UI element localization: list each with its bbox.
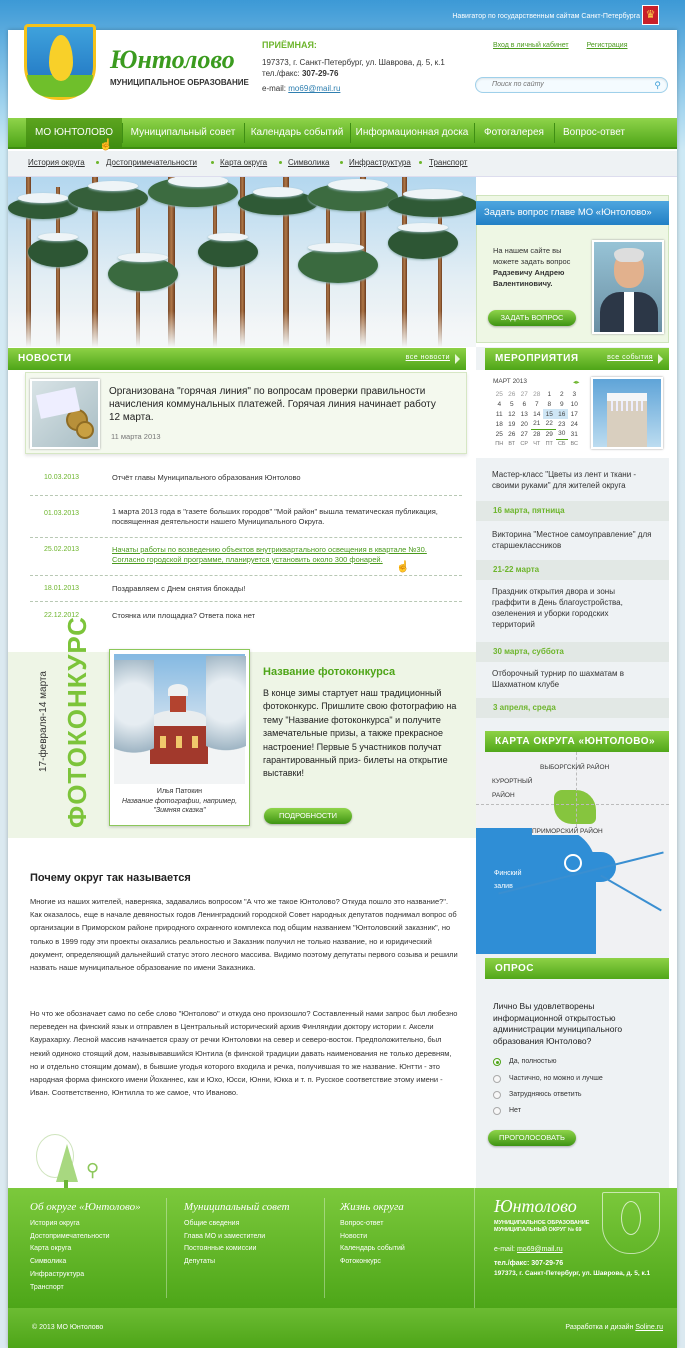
calendar-day[interactable]: 11 <box>495 410 503 418</box>
footer-link[interactable]: Символика <box>30 1258 67 1266</box>
calendar-day[interactable]: 8 <box>547 400 552 408</box>
poll-header <box>485 958 669 980</box>
news-item[interactable]: 18.01.2013 Поздравляем с Днем снятия блокады! <box>30 576 462 602</box>
footer-col-council <box>184 1200 290 1269</box>
calendar-day[interactable]: 31 <box>570 430 578 438</box>
arrow-right-icon <box>455 354 460 364</box>
calendar-day[interactable]: 6 <box>522 400 527 408</box>
spb-navigator-link[interactable]: Навигатор по государственным сайтам Санкт-Петербурга <box>452 13 640 20</box>
poll-option-label[interactable]: Да, полностью <box>509 1058 557 1065</box>
ask-question-button[interactable]: ЗАДАТЬ ВОПРОС <box>488 310 576 326</box>
calendar-day[interactable]: 18 <box>495 420 503 428</box>
calendar-day[interactable]: 3 <box>572 390 577 398</box>
poll-option-label[interactable]: Нет <box>509 1107 521 1114</box>
contest-details-button[interactable]: ПОДРОБНОСТИ <box>264 808 352 824</box>
calendar-day[interactable]: 16 <box>556 409 569 419</box>
events-title: МЕРОПРИЯТИЯ <box>495 353 579 364</box>
article-title: Почему округ так называется <box>30 872 191 884</box>
nav-item-municipal-council[interactable]: Муниципальный совет <box>130 127 236 138</box>
ask-question-text: На нашем сайте вы можете задать вопрос Радзевичу Андрею Валентиновичу. <box>493 246 571 288</box>
arrow-right-icon <box>658 354 663 364</box>
cursor-hand-icon: ☝ <box>99 139 113 151</box>
subnav-symbols[interactable]: Символика <box>288 158 330 167</box>
calendar-month: МАРТ 2013 <box>493 378 528 385</box>
footer-shield-icon <box>602 1192 660 1254</box>
footer-link[interactable]: Фотоконкурс <box>340 1258 381 1266</box>
search-box <box>475 77 668 93</box>
nav-item-qa[interactable]: Вопрос-ответ <box>562 127 626 138</box>
calendar-weekday: СР <box>520 441 529 447</box>
calendar-day[interactable]: 25 <box>495 430 503 438</box>
contest-church-photo <box>114 654 245 784</box>
calendar-day[interactable]: 20 <box>520 420 528 428</box>
footer-link[interactable]: Новости <box>340 1232 368 1240</box>
footer-link[interactable]: Достопримечательности <box>30 1232 110 1240</box>
footer-logo-title: Юнтолово <box>494 1196 577 1216</box>
calendar-day[interactable]: 30 <box>556 429 569 439</box>
main-nav <box>8 118 677 149</box>
nav-item-info-board[interactable]: Информационная доска <box>355 127 469 138</box>
footer-col-title[interactable]: Об округе «Юнтолово» <box>30 1201 141 1213</box>
map-label: ПРИМОРСКИЙ РАЙОН <box>532 828 603 835</box>
reception-block <box>262 40 445 94</box>
event-date: 21-22 марта <box>476 560 669 580</box>
calendar-day[interactable]: 22 <box>543 419 556 429</box>
reception-label: ПРИЁМНАЯ: <box>262 40 317 50</box>
poll-option-radio[interactable] <box>493 1058 501 1066</box>
copyright-text: © 2013 МО Юнтолово <box>32 1324 104 1331</box>
calendar-day[interactable]: 26 <box>508 430 516 438</box>
footer-address: 197373, г. Санкт-Петербург, ул. Шаврова, д. 5, к.1 <box>494 1270 651 1277</box>
poll-title: ОПРОС <box>495 963 535 974</box>
events-header <box>485 348 669 370</box>
footer-logo-sub1: МУНИЦИПАЛЬНОЕ ОБРАЗОВАНИЕ <box>494 1220 590 1226</box>
footer-link[interactable]: История округа <box>30 1220 80 1227</box>
poll-option-radio[interactable] <box>493 1091 501 1099</box>
contest-vertical-dates: 17-февраля-14 марта <box>38 671 49 772</box>
footer-link[interactable]: Общие сведения <box>184 1220 240 1227</box>
calendar-weekday: ВС <box>570 441 578 447</box>
event-date: 16 марта, пятница <box>476 501 669 521</box>
subnav-map[interactable]: Карта округа <box>220 158 268 167</box>
ask-question-name: Радзевичу Андрею Валентиновичу. <box>493 268 565 288</box>
footer-col-title[interactable]: Муниципальный совет <box>184 1201 290 1213</box>
calendar-day[interactable]: 28 <box>533 430 541 438</box>
all-news-link[interactable]: все новости <box>405 354 450 361</box>
login-link[interactable]: Вход в личный кабинет <box>493 42 569 49</box>
top-news-image <box>30 379 100 449</box>
footer-link[interactable]: Депутаты <box>184 1258 216 1266</box>
footer-col-life <box>340 1200 405 1269</box>
footer-link[interactable]: Календарь событий <box>340 1245 405 1253</box>
calendar-day[interactable]: 26 <box>508 390 516 398</box>
head-portrait <box>592 240 664 334</box>
calendar-weekday: ПТ <box>545 441 553 447</box>
phone-label: тел./факс: <box>262 69 300 78</box>
top-news-date: 11 марта 2013 <box>111 432 161 441</box>
footer-col-title[interactable]: Жизнь округа <box>340 1201 404 1213</box>
nav-item-event-calendar[interactable]: Календарь событий <box>250 127 344 138</box>
calendar-day[interactable]: 28 <box>533 390 541 398</box>
calendar-day[interactable]: 24 <box>570 420 578 428</box>
copyright-bar <box>8 1308 677 1348</box>
article-paragraph-1: Многие из наших жителей, наверняка, задавались вопросом "А что же такое Юнтолово? Откуда пошло это название?". Как оказалось, еще в начале девяностых годов Ленинградский городской Совет народных депутатов поднимал вопрос об организации в Приморском районе природного охранного комплекса под общим названием "Юнтоловский заказник", но только в 1999 году эти проекты оказались реальностью и Заказник получил не только название, но и юридический документ, определяющий дальнейший статус этого лесного массива. Видимо поэтому депутаты первого созыва и решили назвать наше муниципальное образование по имени Заказника. <box>30 897 458 973</box>
calendar-weekday: ВТ <box>508 441 516 447</box>
calendar-day[interactable]: 4 <box>497 400 502 408</box>
news-item[interactable]: 10.03.2013 Отчёт главы Муниципального образования Юнтолово <box>30 462 462 496</box>
calendar-day[interactable]: 25 <box>495 390 503 398</box>
footer-logo-sub2: МУНИЦИПАЛЬНЫЙ ОКРУГ № 69 <box>494 1227 582 1233</box>
footer-link[interactable]: Инфраструктура <box>30 1270 85 1278</box>
footer-email-row: e-mail: mo69@mail.ru <box>494 1246 563 1253</box>
calendar-day[interactable]: 1 <box>547 390 552 398</box>
poll-option-radio[interactable] <box>493 1107 501 1115</box>
events-building-image <box>591 377 663 449</box>
reception-address: 197373, г. Санкт-Петербург, ул. Шаврова, д. 5, к.1 <box>262 58 445 67</box>
map-label: ВЫБОРГСКИЙ РАЙОН <box>540 764 610 771</box>
developer-link[interactable]: Soline.ru <box>635 1324 663 1331</box>
event-item[interactable]: Праздник открытия двора и зоны граффити в День благоустройства, озеленения и уборки городских территорий <box>492 587 623 629</box>
spb-coat-of-arms-icon[interactable]: ♛ <box>642 5 659 25</box>
event-calendar <box>493 378 583 449</box>
map-label: залив <box>494 883 513 890</box>
calendar-day[interactable]: 10 <box>570 400 578 408</box>
contest-caption: Название фотографии, например, "Зимняя сказка" <box>121 798 238 814</box>
news-item[interactable]: 22.12.2012 Стоянка или площадка? Ответа пока нет <box>44 611 256 620</box>
nav-item-mo-yuntolovo[interactable]: МО ЮНТОЛОВО <box>26 118 122 149</box>
sub-nav <box>8 151 677 177</box>
footer <box>8 1188 677 1308</box>
subnav-sights[interactable]: Достопримечательности <box>106 158 197 167</box>
calendar-weekday: ПН <box>495 441 504 447</box>
vote-button[interactable]: ПРОГОЛОСОВАТЬ <box>488 1130 576 1146</box>
map-label: КУРОРТНЫЙ <box>492 778 533 785</box>
footer-email-link[interactable]: mo69@mail.ru <box>516 1246 563 1253</box>
calendar-grid <box>493 389 581 449</box>
calendar-day[interactable]: 5 <box>509 400 514 408</box>
phone-value: 307-29-76 <box>301 69 339 78</box>
calendar-weekday: СБ <box>557 441 566 448</box>
developer-credit: Разработка и дизайн Soline.ru <box>565 1324 663 1331</box>
footer-link[interactable]: Вопрос-ответ <box>340 1220 384 1227</box>
search-icon[interactable]: ⚲ <box>654 80 661 90</box>
calendar-day[interactable]: 29 <box>545 430 553 438</box>
email-link[interactable]: mo69@mail.ru <box>288 84 341 93</box>
calendar-day[interactable]: 13 <box>520 410 528 418</box>
email-label: e-mail: <box>262 84 287 93</box>
logo-subtitle: МУНИЦИПАЛЬНОЕ ОБРАЗОВАНИЕ <box>110 78 249 87</box>
calendar-day[interactable]: 15 <box>543 409 556 419</box>
winter-forest-banner <box>8 177 476 347</box>
news-item[interactable]: 01.03.2013 1 марта 2013 года в "газете больших городов" "Мой район" вышла тематическая публикация, посвященная деятельности нашего Муниципального Округа. <box>30 496 462 538</box>
subnav-transport[interactable]: Транспорт <box>429 158 468 167</box>
event-item[interactable]: Отборочный турнир по шахматам в Шахматном клубе <box>492 669 624 689</box>
footer-link[interactable]: Транспорт <box>30 1283 64 1291</box>
all-events-link[interactable]: все события <box>607 354 653 361</box>
contest-vertical-title: ФОТОКОНКУРС <box>62 616 92 828</box>
news-title: НОВОСТИ <box>18 353 72 364</box>
map-label: РАЙОН <box>492 792 515 799</box>
calendar-day[interactable]: 7 <box>534 400 539 408</box>
calendar-day[interactable]: 9 <box>559 400 564 408</box>
calendar-day[interactable]: 2 <box>559 390 564 398</box>
poll-option-label[interactable]: Частично, но можно и лучше <box>509 1075 603 1082</box>
news-item[interactable]: 25.02.2013 Начаты работы по возведению объектов внутриквартального освещения в квартале №30. Согласно городской программе, планируется установить около 300 фонарей. ☝ <box>30 538 462 576</box>
subnav-history[interactable]: История округа <box>28 158 85 167</box>
nav-item-photo-gallery[interactable]: Фотогалерея <box>484 127 544 138</box>
calendar-day[interactable]: 27 <box>520 430 528 438</box>
event-date: 3 апреля, среда <box>476 698 669 718</box>
cyclist-icon: ⚲ <box>86 1160 100 1180</box>
top-news-text[interactable]: Организована "горячая линия" по вопросам проверки правильности начисления коммунальных платежей. Горячая линия начинает работу 12 марта. <box>109 386 436 423</box>
event-item[interactable]: Викторина "Местное самоуправление" для старшеклассников <box>492 530 652 550</box>
calendar-day[interactable]: 27 <box>520 390 528 398</box>
poll-question: Лично Вы удовлетворены информационной открытостью администрации муниципального образования Юнтолово? <box>493 1001 623 1046</box>
contest-title[interactable]: Название фотоконкурса <box>263 666 396 678</box>
contest-text: В конце зимы стартует наш традиционный фотоконкурс. Пришлите свою фотографию на тему "Название фотоконкурса" и получите замечательные призы, а также прекрасное настроение! Первые 5 участников получат гарантированный приз- билеты на открытие выставки! <box>263 688 457 779</box>
calendar-day[interactable]: 21 <box>531 419 544 429</box>
calendar-day[interactable]: 14 <box>533 410 541 418</box>
footer-link[interactable]: Глава МО и заместители <box>184 1232 266 1240</box>
poll-option-label[interactable]: Затрудняюсь ответить <box>509 1091 582 1098</box>
contest-photo-card[interactable] <box>109 649 250 826</box>
subnav-infrastructure[interactable]: Инфраструктура <box>349 158 411 167</box>
auth-links <box>493 42 643 49</box>
calendar-day[interactable]: 17 <box>570 410 578 418</box>
calendar-day[interactable]: 19 <box>508 420 516 428</box>
footer-col-about <box>30 1200 141 1294</box>
district-map[interactable] <box>476 752 669 954</box>
map-header[interactable] <box>485 731 669 753</box>
event-item[interactable]: Мастер-класс "Цветы из лент и ткани - своими руками" для жителей округа <box>492 470 637 490</box>
calendar-prev-next-icon[interactable]: ◂▸ <box>573 379 580 386</box>
footer-link[interactable]: Постоянные комиссии <box>184 1245 257 1253</box>
cursor-hand-icon: ☝ <box>396 561 410 573</box>
news-header <box>8 348 466 370</box>
logo-title[interactable]: Юнтолово <box>110 45 235 74</box>
top-news-card[interactable] <box>25 372 467 454</box>
logo-shield-icon[interactable] <box>24 24 96 100</box>
register-link[interactable]: Регистрация <box>586 42 628 49</box>
map-label: Финский <box>494 870 522 877</box>
tree-cyclist-decoration <box>16 1130 112 1188</box>
article-paragraph-2: Но что же обозначает само по себе слово "Юнтолово" и откуда оно произошло? Составленный нами запрос был любезно переведен на финский язык и отправлен в Центральный исторический архив Финляндии доктору истории г. Аксели Каурахарху. Лесной массив начинается сразу от речки Юнтоловки на север и северо-восток. Предположительно, был некий одиноко стоящий дом, назывывавшийся Юнтила (в финской традиции давать наименования не только деревням, но и отдельно стоящим домам), в бывшие угодья которого входила и речка, получившая то же название. Юнтти - это народная форма финского имени Йоханнес, как и Юхо, Юсси, Юнни, Юкка и т. п. Русское соответствие этому имени - Иван. Соответственно, Юнтилла то же самое, что Иваново. <box>30 1009 458 1098</box>
map-title[interactable]: КАРТА ОКРУГА «ЮНТОЛОВО» <box>495 736 656 747</box>
calendar-day[interactable]: 12 <box>508 410 516 418</box>
footer-link[interactable]: Карта округа <box>30 1245 72 1253</box>
calendar-weekday: ЧТ <box>533 441 541 447</box>
footer-phone: тел./факс: 307-29-76 <box>494 1260 564 1267</box>
contest-author: Илья Патокин <box>156 788 203 795</box>
ask-question-title[interactable]: Задать вопрос главе МО «Юнтолово» <box>476 201 669 225</box>
poll-option-radio[interactable] <box>493 1075 501 1083</box>
search-input[interactable] <box>476 78 646 91</box>
calendar-day[interactable]: 23 <box>558 420 566 428</box>
event-date: 30 марта, суббота <box>476 642 669 662</box>
